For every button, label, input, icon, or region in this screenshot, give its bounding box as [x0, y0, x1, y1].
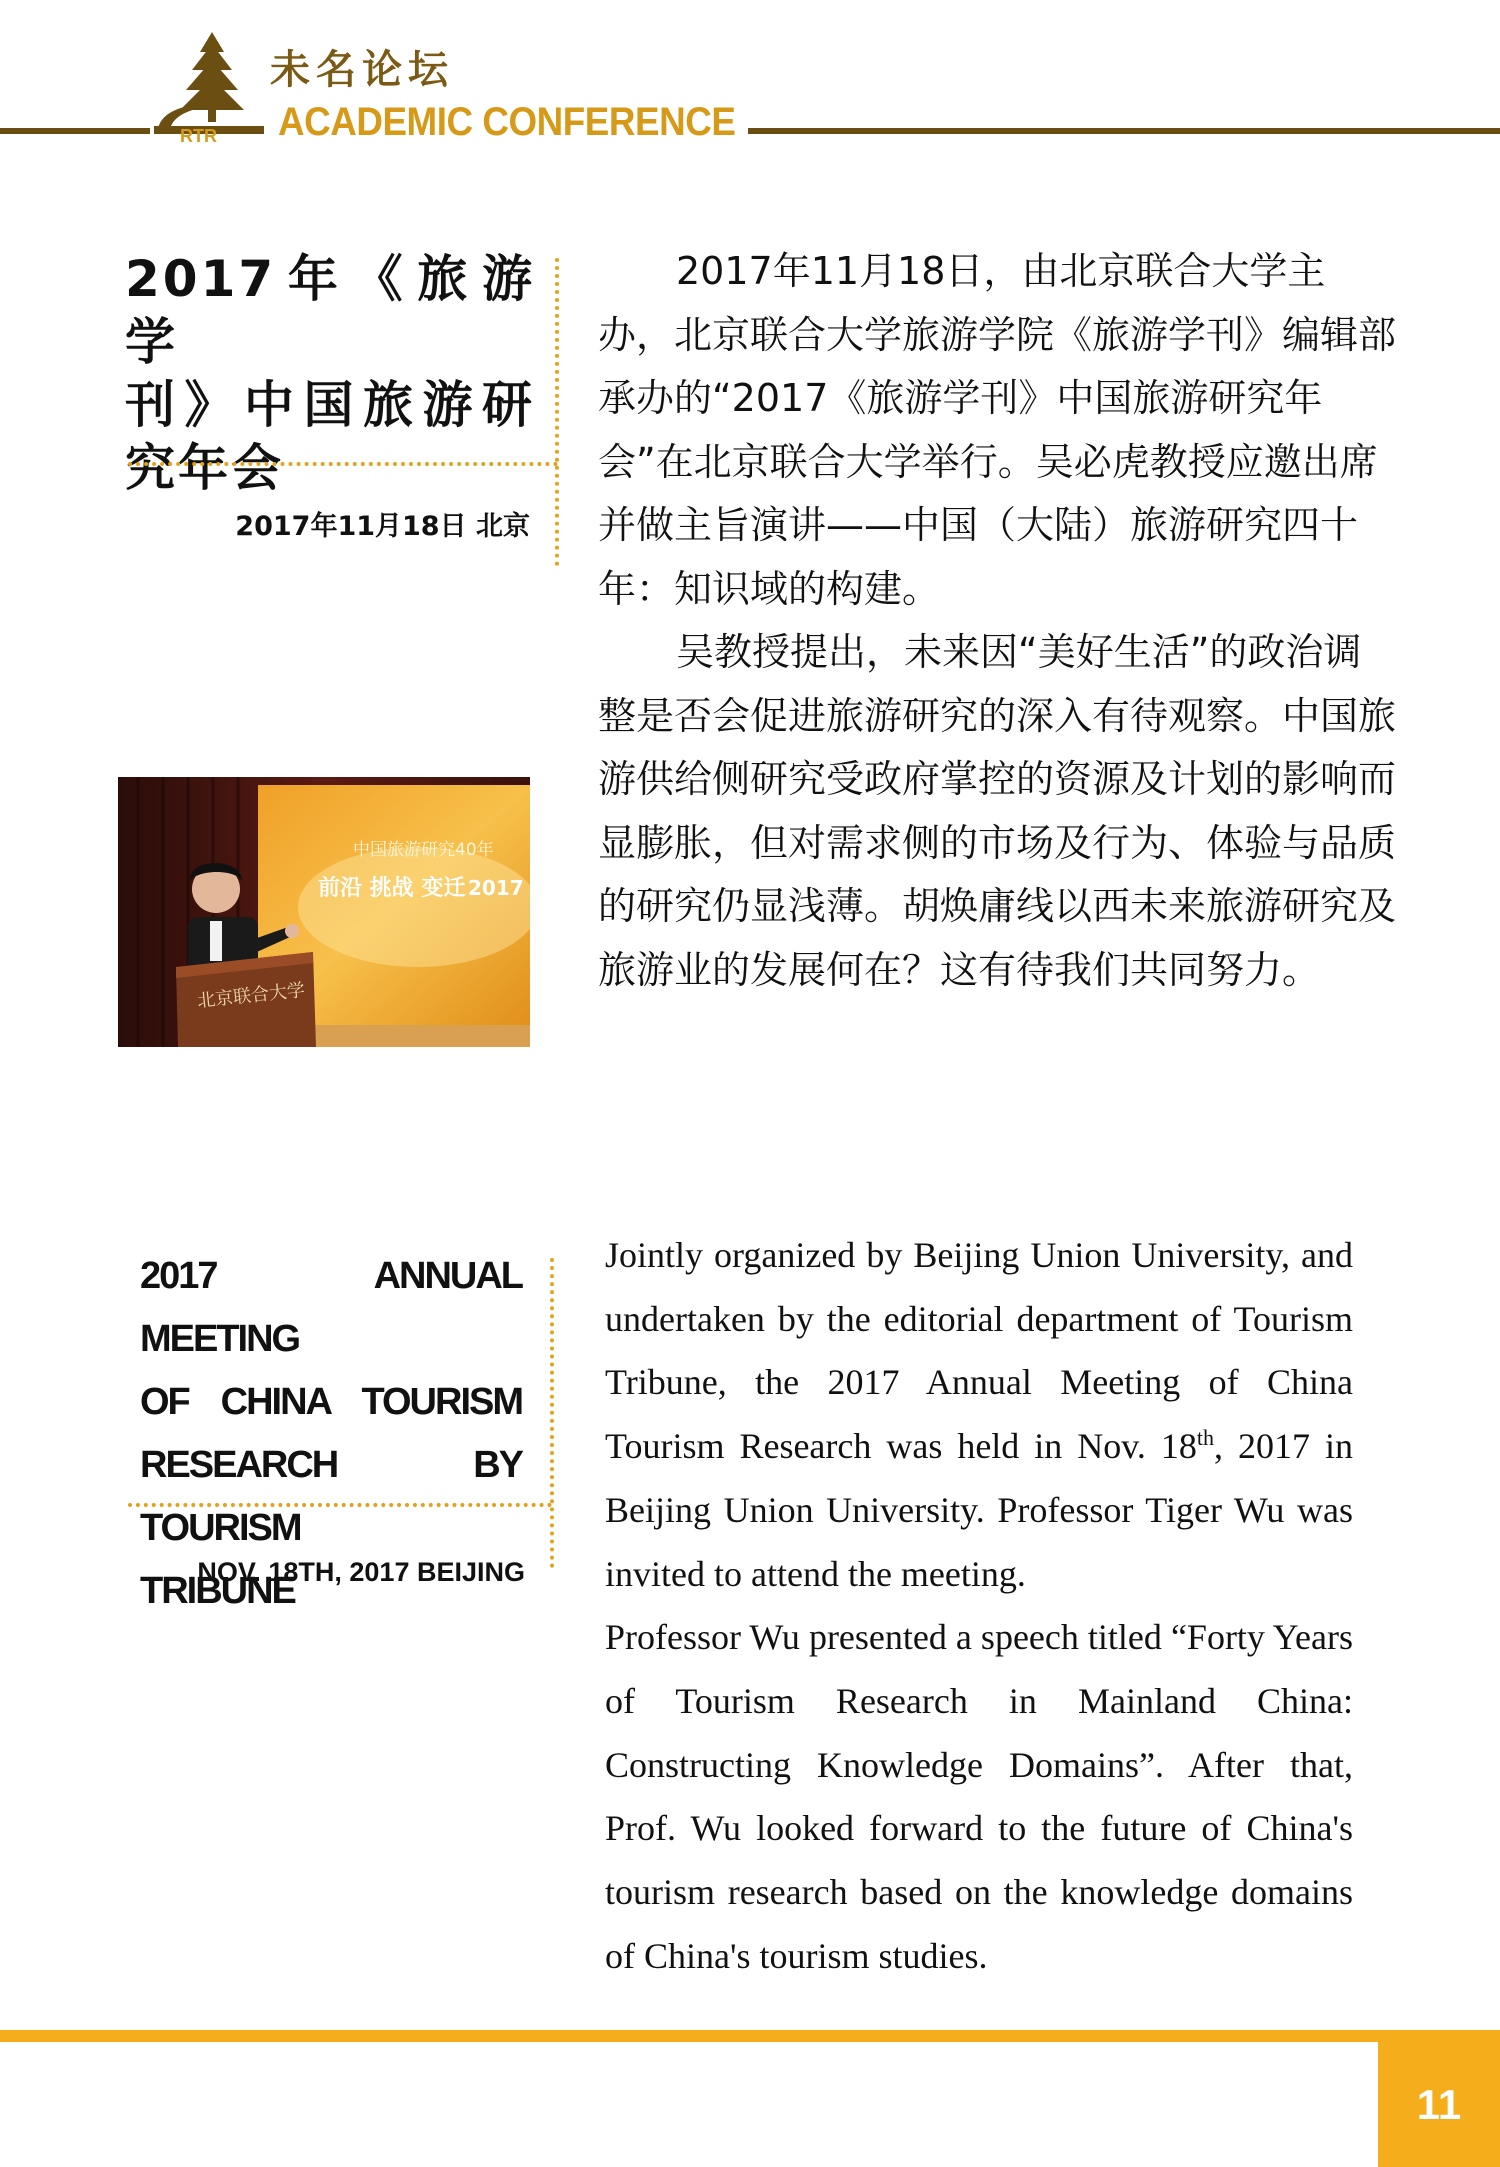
header-rule-left [0, 128, 150, 134]
en-p1-sup: th [1196, 1425, 1215, 1451]
en-title-divider [128, 1503, 552, 1507]
en-title-line: RESEARCH BY TOURISM [140, 1444, 522, 1549]
conference-photo [118, 777, 530, 1047]
cn-article-body [598, 240, 1398, 1002]
photo-banner-text: 中国旅游研究40年 [353, 840, 494, 860]
brand-english: ACADEMIC CONFERENCE [278, 100, 736, 144]
en-p1-b: , 2017 in Beijing Union University. Professor Tiger Wu was invited to attend the meeting. [605, 1426, 1353, 1594]
cn-date-location: 2017年11月18日 北京 [235, 511, 530, 542]
brand-chinese: 未名论坛 [270, 46, 454, 93]
en-paragraph [605, 1224, 1353, 1606]
cn-title-line: 刊》中国旅游研 [125, 376, 535, 434]
en-date-location: NOV. 18TH, 2017 BEIJING [197, 1557, 525, 1587]
photo-banner-sub: 前沿 挑战 变迁 [318, 875, 466, 901]
cn-paragraph: 2017年11月18日，由北京联合大学主办，北京联合大学旅游学院《旅游学刊》编辑部承办的“2017《旅游学刊》中国旅游研究年会”在北京联合大学举行。吴必虎教授应邀出席并做主旨演讲——中国（大陆）旅游研究四十年：知识域的构建。 [598, 249, 1397, 611]
cn-title-line: 2017年《旅游学 [125, 250, 535, 371]
page-number: 11 [1378, 2042, 1500, 2167]
cn-title-line: 究年会 [125, 439, 284, 497]
podium-text: 北京联合大学 [196, 979, 306, 1012]
logo-letters: RTR [180, 126, 217, 145]
cn-column-divider [555, 258, 559, 566]
en-p1-a: Jointly organized by Beijing Union University, and undertaken by the editorial department of Tourism Tribune, the 2017 Annual Meeting of China Tourism Research was held in Nov. 18 [605, 1235, 1353, 1467]
en-article-body [605, 1224, 1353, 1988]
en-title-line: 2017 ANNUAL MEETING [140, 1255, 522, 1360]
en-column-divider [550, 1258, 554, 1568]
tree-logo-icon [150, 30, 280, 145]
en-paragraph: Professor Wu presented a speech titled “Forty Years of Tourism Research in Mainland China: Constructing Knowledge Domains”. After that, Prof. Wu looked forward to the future of China's tourism research based on the knowledge domains of China's tourism studies. [605, 1617, 1353, 1976]
footer-rule [0, 2030, 1500, 2042]
cn-title-divider [128, 462, 558, 466]
photo-banner-year: 2017 [468, 876, 524, 900]
header-rule-right [748, 128, 1500, 134]
en-title-line: OF CHINA TOURISM [140, 1381, 522, 1423]
cn-paragraph: 吴教授提出，未来因“美好生活”的政治调整是否会促进旅游研究的深入有待观察。中国旅游供给侧研究受政府掌控的资源及计划的影响而显膨胀，但对需求侧的市场及行为、体验与品质的研究仍显浅薄。胡焕庸线以西未来旅游研究及旅游业的发展何在？这有待我们共同努力。 [598, 630, 1397, 992]
en-title-line: TRIBUNE [140, 1570, 295, 1612]
